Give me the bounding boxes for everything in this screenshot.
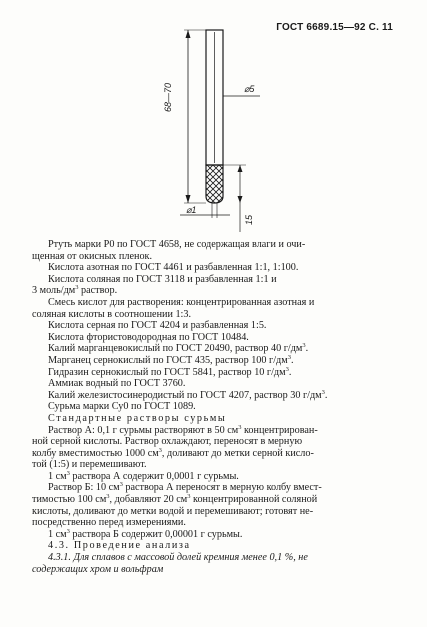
paragraph: тимостью 100 $см^3$, добавляют 20 $см^3$ концентрированной соляной <box>32 493 318 506</box>
section-heading: 4.3. Проведение анализа <box>48 540 191 552</box>
paragraph: кислоты, доливают до метки водой и перемешивают; готовят не- <box>32 505 314 517</box>
tip-length-label: 15 <box>244 214 254 225</box>
paragraph: Кислота азотная по ГОСТ 4461 и разбавленная 1:1, 1:100. <box>48 262 299 274</box>
paragraph: Калий марганцевокислый по ГОСТ 20490, раствор 40 $г/дм^3$. <box>48 342 309 355</box>
document-body <box>32 239 404 575</box>
paragraph: соляная кислоты в соотношении 1:3. <box>32 308 192 320</box>
length-dimension-label: 68—70 <box>163 82 173 112</box>
paragraph: 3 моль/$дм^3$ раствор. <box>32 284 118 297</box>
paragraph: щенная от окисных пленок. <box>32 250 153 262</box>
paragraph: Кислота серная по ГОСТ 4204 и разбавленная 1:5. <box>48 320 267 332</box>
paragraph: Аммиак водный по ГОСТ 3760. <box>48 378 186 390</box>
paragraph: посредственно перед измерениями. <box>32 517 186 529</box>
paragraph: Сурьма марки Су0 по ГОСТ 1089. <box>48 401 196 413</box>
paragraph: Марганец сернокислый по ГОСТ 435, раствор 100 $г/дм^3$. <box>48 353 294 366</box>
paragraph: Раствор Б: 10 $см^3$ раствора А переносят в мерную колбу вмест- <box>48 481 322 494</box>
paragraph: колбу вместимостью 1000 $см^3$, доливают до метки серной кисло- <box>32 446 314 459</box>
paragraph: 1 $см^3$ раствора А содержит 0,0001 г сурьмы. <box>48 469 239 482</box>
paragraph: 4.3.1. Для сплавов с массовой долей кремния менее 0,1 %, не <box>48 552 308 564</box>
electrode-drawing <box>0 0 427 240</box>
paragraph: содержащих хром и вольфрам <box>32 563 164 575</box>
paragraph: 1 $см^3$ раствора Б содержит 0,00001 г сурьмы. <box>48 527 243 540</box>
hatched-tip <box>206 165 223 203</box>
paragraph: ной серной кислоты. Раствор охлаждают, переносят в мерную <box>32 436 303 448</box>
paragraph: Смесь кислот для растворения: концентрированная азотная и <box>48 296 315 308</box>
diameter-bottom-label: ⌀1 <box>186 205 197 215</box>
page-header: ГОСТ 6689.15—92 С. 11 <box>276 22 393 33</box>
diameter-top-label: ⌀5 <box>244 84 255 94</box>
paragraph: Раствор А: 0,1 г сурьмы растворяют в 50 $см^3$ концентрирован- <box>48 423 318 436</box>
paragraph: Гидразин сернокислый по ГОСТ 5841, раствор 10 $г/дм^3$. <box>48 365 292 378</box>
paragraph: Ртуть марки Р0 по ГОСТ 4658, не содержащая влаги и очи- <box>48 239 306 250</box>
paragraph: Кислота фтористоводородная по ГОСТ 10484. <box>48 331 249 343</box>
paragraph: той (1:5) и перемешивают. <box>32 459 147 471</box>
paragraph: Кислота соляная по ГОСТ 3118 и разбавленная 1:1 и <box>48 273 277 285</box>
electrode-figure <box>0 0 427 240</box>
paragraph: Калий железистосинеродистый по ГОСТ 4207, раствор 30 $г/дм^3$. <box>48 388 328 401</box>
section-heading: Стандартные растворы сурьмы <box>48 412 227 424</box>
